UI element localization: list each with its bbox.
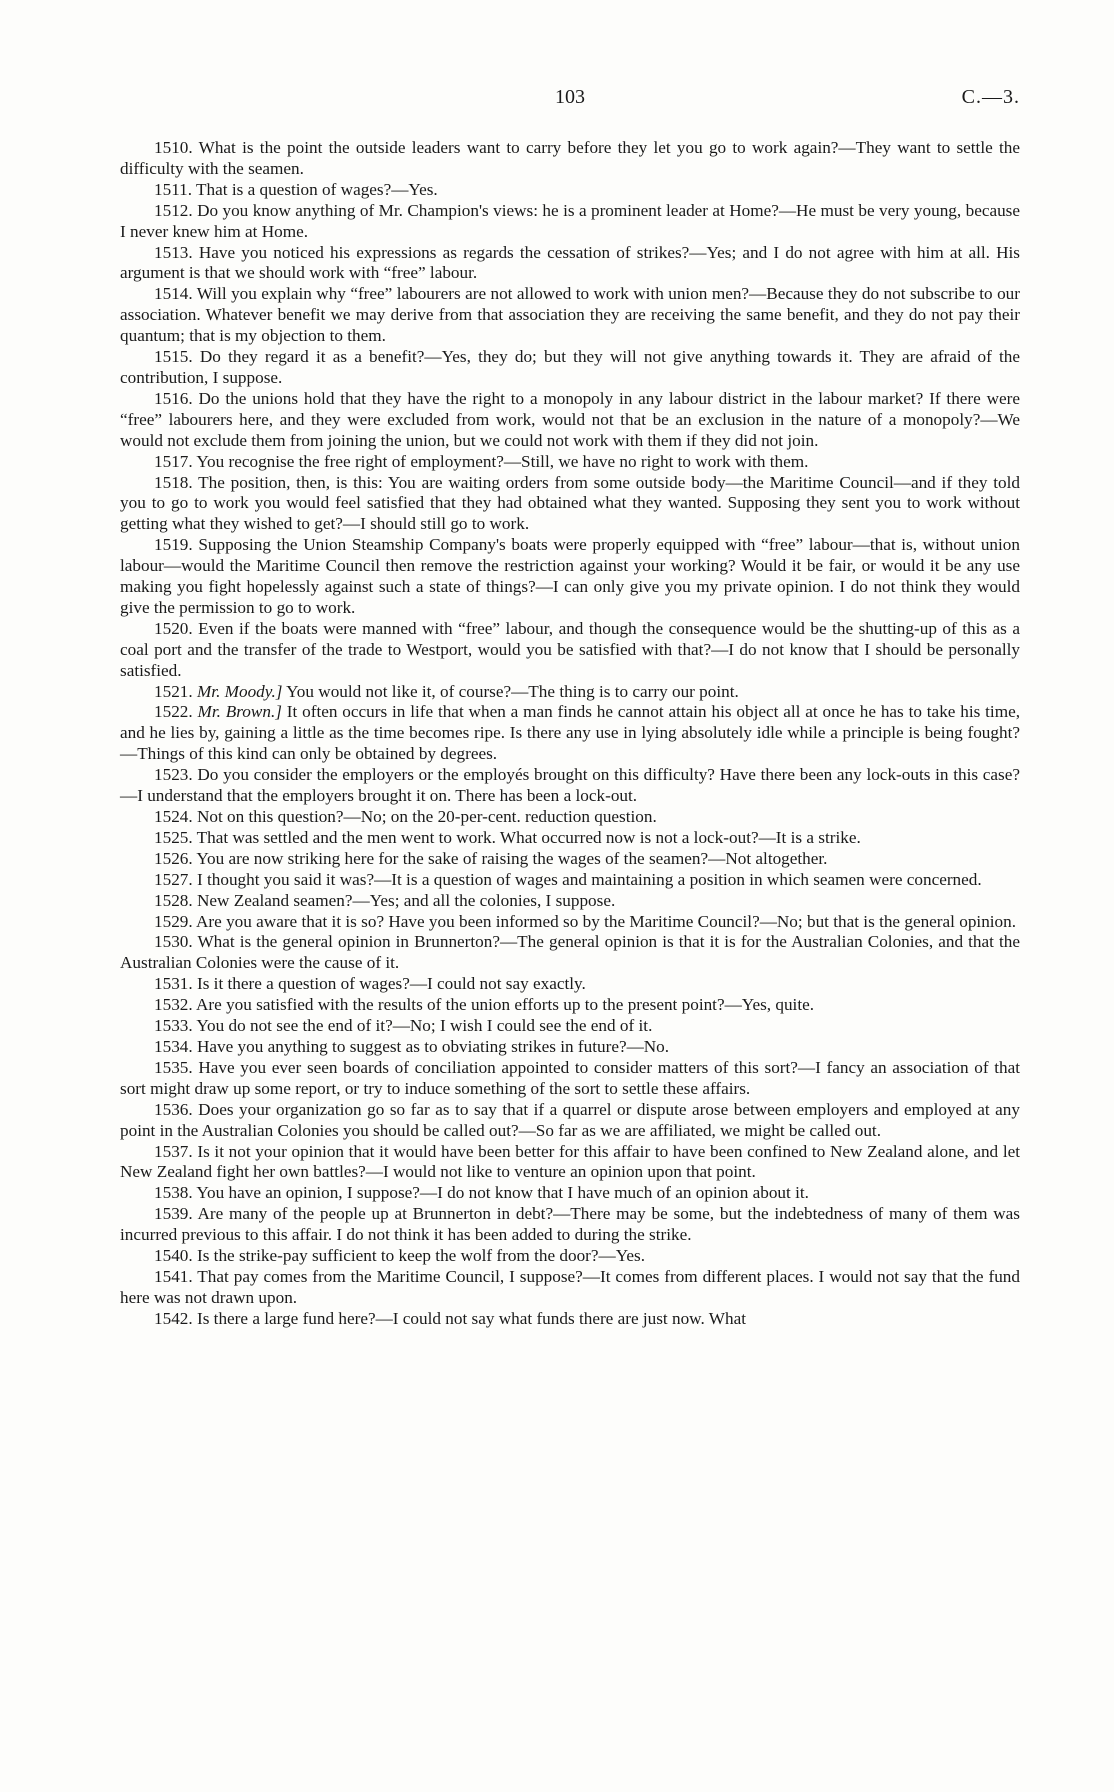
paragraph-1514: 1514. Will you explain why “free” labourers are not allowed to work with union men?—Because they do not subscribe to our association. Whatever benefit we may derive from that association they are receiving the same benefit, and they do not pay their quantum; that is my objection to them. xyxy=(120,284,1020,346)
paragraph-1531: 1531. Is it there a question of wages?—I could not say exactly. xyxy=(154,974,586,994)
paragraph-1537: 1537. Is it not your opinion that it would have been better for this affair to have been confined to New Zealand alone, and let New Zealand fight her own battles?—I would not like to venture an opinion upon that point. xyxy=(120,1141,1020,1182)
paragraph-1525: 1525. That was settled and the men went to work. What occurred now is not a lock-out?—It is a strike. xyxy=(154,827,861,847)
paragraph-number: 1521 xyxy=(154,681,189,701)
page-header xyxy=(120,86,1020,116)
paragraph-1511: 1511. That is a question of wages?—Yes. xyxy=(154,179,438,199)
paragraph-1519: 1519. Supposing the Union Steamship Company's boats were properly equipped with “free” labour—that is, without union labour—would the Maritime Council then remove the restriction against your working? Would it be fair, or would it be any use making you fight hopelessly against such a state of things?—I can only give you my private opinion. I do not think they would give the permission to go to work. xyxy=(120,535,1020,617)
paragraph-1518: 1518. The position, then, is this: You are waiting orders from some outside body—the Maritime Council—and if they told you to go to work you would feel satisfied that they had obtained what they wanted. Supposing they sent you to work without getting what they wished to get?—I should still go to work. xyxy=(120,472,1020,534)
paragraph-1515: 1515. Do they regard it as a benefit?—Yes, they do; but they will not give anything towards it. They are afraid of the contribution, I suppose. xyxy=(120,347,1020,387)
paragraph-1527: 1527. I thought you said it was?—It is a question of wages and maintaining a position in which seamen were concerned. xyxy=(154,869,982,889)
paragraph-1532: 1532. Are you satisfied with the results of the union efforts up to the present point?—Yes, quite. xyxy=(154,995,815,1015)
paragraph-1512: 1512. Do you know anything of Mr. Champion's views: he is a prominent leader at Home?—He must be very young, because I never knew him at Home. xyxy=(120,200,1020,241)
document-code: C.—3. xyxy=(961,86,1020,108)
paragraph-1523: 1523. Do you consider the employers or the employés brought on this difficulty? Have there been any lock-outs in this case?—I understand that the employers brought it on. There has been a lock-out. xyxy=(120,765,1020,806)
paragraph-1542: 1542. Is there a large fund here?—I could not say what funds there are just now. What xyxy=(154,1308,746,1328)
paragraph-1541: 1541. That pay comes from the Maritime Council, I suppose?—It comes from different places. I would not say that the fund here was not drawn upon. xyxy=(120,1266,1020,1307)
speaker-name: Mr. Brown.] xyxy=(197,702,282,722)
paragraph-1517: 1517. You recognise the free right of employment?—Still, we have no right to work with them. xyxy=(154,451,809,471)
paragraph-1529: 1529. Are you aware that it is so? Have you been informed so by the Maritime Council?—No; but that is the general opinion. xyxy=(154,911,1017,931)
paragraph-1535: 1535. Have you ever seen boards of conciliation appointed to consider matters of this sort?—I fancy an association of that sort might draw up some report, or try to induce something of the sort to settle these affairs. xyxy=(120,1057,1020,1098)
paragraph-1539: 1539. Are many of the people up at Brunnerton in debt?—There may be some, but the indebtedness of many of them was incurred previous to this affair. I do not think it has been added to during the strike. xyxy=(120,1204,1020,1245)
paragraph-1524: 1524. Not on this question?—No; on the 20-per-cent. reduction question. xyxy=(154,807,657,826)
paragraph-1530: 1530. What is the general opinion in Brunnerton?—The general opinion is that it is for the Australian Colonies, and that the Australian Colonies were the cause of it. xyxy=(120,932,1020,973)
testimony-text xyxy=(120,138,1020,1330)
paragraph-number: 1522 xyxy=(154,702,189,722)
paragraph-1522: 1522. Mr. Brown.] It often occurs in life that when a man finds he cannot attain his object all at once he has to take his time, and he lies by, gaining a little as the time becomes ripe. Is there any use in lying absolutely idle while a principle is being fought?—Things of this kind can only be obtained by degrees. xyxy=(120,702,1020,764)
speaker-name: Mr. Moody.] xyxy=(196,681,283,701)
paragraph-1526: 1526. You are now striking here for the sake of raising the wages of the seamen?—Not altogether. xyxy=(154,848,828,868)
paragraph-1538: 1538. You have an opinion, I suppose?—I do not know that I have much of an opinion about it. xyxy=(154,1183,809,1203)
paragraph-1534: 1534. Have you anything to suggest as to obviating strikes in future?—No. xyxy=(154,1036,670,1056)
paragraph-1520: 1520. Even if the boats were manned with “free” labour, and though the consequence would be the shutting-up of this as a coal port and the transfer of the trade to Westport, would you be satisfied with that?—I do not know that I should be personally satisfied. xyxy=(120,618,1020,680)
paragraph-1513: 1513. Have you noticed his expressions as regards the cessation of strikes?—Yes; and I do not agree with him at all. His argument is that we should work with “free” labour. xyxy=(120,242,1020,283)
paragraph-body: You would not like it, of course?—The thing is to carry our point. xyxy=(286,681,739,701)
paragraph-1528: 1528. New Zealand seamen?—Yes; and all the colonies, I suppose. xyxy=(154,890,616,910)
paragraph-1510: 1510. What is the point the outside leaders want to carry before they let you go to work again?—They want to settle the difficulty with the seamen. xyxy=(120,138,1020,178)
paragraph-1516: 1516. Do the unions hold that they have the right to a monopoly in any labour district in the labour market? If there were “free” labourers here, and they were excluded from work, would not that be an exclusion in the nature of a monopoly?—We would not exclude them from joining the union, but we could not work with them if they did not join. xyxy=(120,388,1020,450)
paragraph-1521: 1521. Mr. Moody.] You would not like it, of course?—The thing is to carry our point. xyxy=(154,681,739,701)
paragraph-1540: 1540. Is the strike-pay sufficient to keep the wolf from the door?—Yes. xyxy=(154,1246,646,1266)
paragraph-1533: 1533. You do not see the end of it?—No; I wish I could see the end of it. xyxy=(154,1016,653,1036)
paragraph-body: It often occurs in life that when a man finds he cannot attain his object all at once he has to take his time, and he lies by, gaining a little as the time becomes ripe. Is there any use in lying absolutely idle while a principle is being fought?—Things of this kind can only be obtained by degrees. xyxy=(120,702,1020,764)
paragraph-1536: 1536. Does your organization go so far as to say that if a quarrel or dispute arose between employers and employed at any point in the Australian Colonies you should be called out?—So far as we are affiliated, we might be called out. xyxy=(120,1099,1020,1140)
page-number: 103 xyxy=(555,86,585,108)
